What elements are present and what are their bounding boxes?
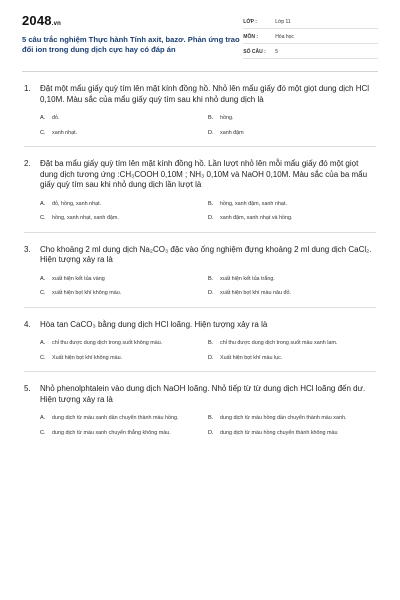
option-letter: C. [40, 429, 46, 436]
option-b[interactable] [208, 276, 376, 284]
option-grid [24, 201, 376, 223]
option-text: Xuất hiện bọt khí màu lục. [220, 354, 283, 361]
option-d[interactable] [208, 430, 376, 438]
option-b[interactable] [208, 115, 376, 123]
question-item [24, 72, 376, 147]
option-letter: B. [208, 340, 214, 346]
option-text: chỉ thu được dung dịch trong suốt không màu. [52, 340, 163, 346]
meta-label: MÔN : [243, 34, 259, 40]
question-item [24, 372, 376, 446]
option-letter: D. [208, 354, 214, 361]
option-letter: D. [208, 215, 214, 221]
meta-row-subject [243, 31, 378, 44]
option-letter: A. [40, 415, 46, 421]
option-letter: A. [40, 115, 46, 121]
option-a[interactable] [40, 115, 208, 123]
option-letter: B. [208, 415, 214, 421]
question-number: 3. [24, 244, 31, 254]
option-letter: A. [40, 275, 46, 282]
question-number: 5. [24, 384, 31, 393]
option-text: dung dịch từ màu hồng dần chuyển thành màu xanh. [220, 415, 347, 421]
option-text: xuất hiện bọt khí không màu. [52, 290, 122, 296]
document-title: 5 câu trắc nghiệm Thực hành Tính axit, bazơ. Phản ứng trao đổi ion trong dung dịch cực hay có đáp án [22, 35, 240, 54]
question-number: 2. [24, 159, 31, 168]
option-d[interactable] [208, 290, 376, 298]
option-letter: A. [40, 200, 46, 207]
meta-row-count [243, 46, 378, 59]
option-c[interactable] [40, 430, 208, 438]
option-a[interactable] [40, 415, 208, 423]
question-text: Hòa tan CaCO₃ bằng dung dịch HCl loãng. Hiện tượng xảy ra là [40, 319, 268, 329]
meta-row-class [243, 16, 378, 29]
option-b[interactable] [208, 340, 376, 348]
meta-panel [243, 16, 378, 61]
option-grid [24, 340, 376, 362]
option-text: xanh đậm, xanh nhạt và hồng. [220, 215, 293, 221]
meta-label: LỚP : [243, 19, 257, 25]
option-d[interactable] [208, 130, 376, 138]
question-list [22, 72, 378, 446]
site-logo[interactable] [22, 14, 243, 31]
option-d[interactable] [208, 215, 376, 223]
option-c[interactable] [40, 290, 208, 298]
question-text: Đặt ba mẩu giấy quỳ tím lên mặt kính đồng hồ. Lần lượt nhỏ lên mỗi mẩu giấy đó một giọt dung dịch tương ứng :CH₃COOH 0,10M ; NH₃ 0,10M và NaOH 0,10M. Màu sắc của ba mẩu giấy quỳ tím sau khi nhỏ dung dịch lần lượt là [40, 159, 368, 189]
option-text: đỏ. [52, 115, 60, 121]
logo-main: 2048 [22, 13, 52, 28]
option-d[interactable] [208, 355, 376, 363]
option-text: hồng, xanh nhạt, xanh đậm. [52, 215, 119, 221]
question-item [24, 233, 376, 308]
option-letter: B. [208, 200, 214, 207]
option-text: xuất hiện bọt khí màu nâu đỏ. [220, 290, 292, 296]
option-grid [24, 276, 376, 298]
option-text: xanh đậm [220, 129, 244, 136]
question-number: 1. [24, 84, 31, 93]
option-a[interactable] [40, 276, 208, 284]
option-text: chỉ thu được dung dịch trong suốt màu xanh lam. [220, 340, 338, 346]
brand-block [22, 14, 243, 55]
option-letter: D. [208, 290, 214, 296]
option-letter: C. [40, 129, 46, 136]
option-text: dung dịch từ màu xanh chuyển thẳng không màu. [52, 429, 171, 436]
option-text: Xuất hiện bọt khí không màu. [52, 354, 123, 361]
option-b[interactable] [208, 201, 376, 209]
question-item [24, 308, 376, 373]
option-letter: C. [40, 215, 46, 221]
option-letter: B. [208, 115, 214, 121]
option-text: xanh nhạt. [52, 129, 78, 136]
option-a[interactable] [40, 201, 208, 209]
header [22, 14, 378, 61]
logo-suffix: .vn [51, 21, 62, 27]
meta-value: Lớp 11 [275, 19, 291, 25]
option-text: dung dịch từ màu hồng chuyển thành không màu [220, 429, 338, 436]
meta-label: SỐ CÂU : [243, 49, 266, 55]
option-letter: D. [208, 429, 214, 436]
option-a[interactable] [40, 340, 208, 348]
option-grid [24, 415, 376, 437]
option-b[interactable] [208, 415, 376, 423]
option-c[interactable] [40, 130, 208, 138]
meta-value: Hóa học [275, 34, 294, 40]
question-item [24, 147, 376, 233]
option-text: dung dịch từ màu xanh dần chuyển thành màu hồng. [52, 415, 179, 421]
option-letter: D. [208, 129, 214, 136]
option-text: hồng, xanh đậm, xanh nhạt. [220, 200, 287, 207]
question-text: Nhỏ phenolphtalein vào dung dịch NaOH loãng. Nhỏ tiếp từ từ dung dịch HCl loãng đến dư. Hiện tượng xảy ra là [40, 384, 366, 404]
option-text: hồng. [220, 115, 234, 121]
option-letter: B. [208, 275, 214, 282]
option-letter: C. [40, 290, 46, 296]
option-c[interactable] [40, 215, 208, 223]
meta-value: 5 [275, 49, 279, 55]
question-text: Cho khoảng 2 ml dung dịch Na₂CO₃ đặc vào ống nghiệm đựng khoảng 2 ml dung dịch CaCl₂. Hiện tượng xảy ra là [40, 244, 372, 264]
option-letter: A. [40, 340, 46, 346]
question-number: 4. [24, 319, 31, 329]
option-grid [24, 115, 376, 137]
option-text: xuất hiện kết tủa trắng. [220, 275, 275, 282]
option-c[interactable] [40, 355, 208, 363]
option-text: đỏ, hồng, xanh nhạt. [52, 200, 102, 207]
option-letter: C. [40, 354, 46, 361]
question-text: Đặt một mẩu giấy quỳ tím lên mặt kính đồng hồ. Nhỏ lên mẩu giấy đó một giọt dung dịch HCl 0,10M. Màu sắc của mẩu giấy quỳ tím sau khi nhỏ dung dịch là [40, 84, 370, 104]
option-text: xuất hiện kết tủa vàng [52, 275, 105, 282]
